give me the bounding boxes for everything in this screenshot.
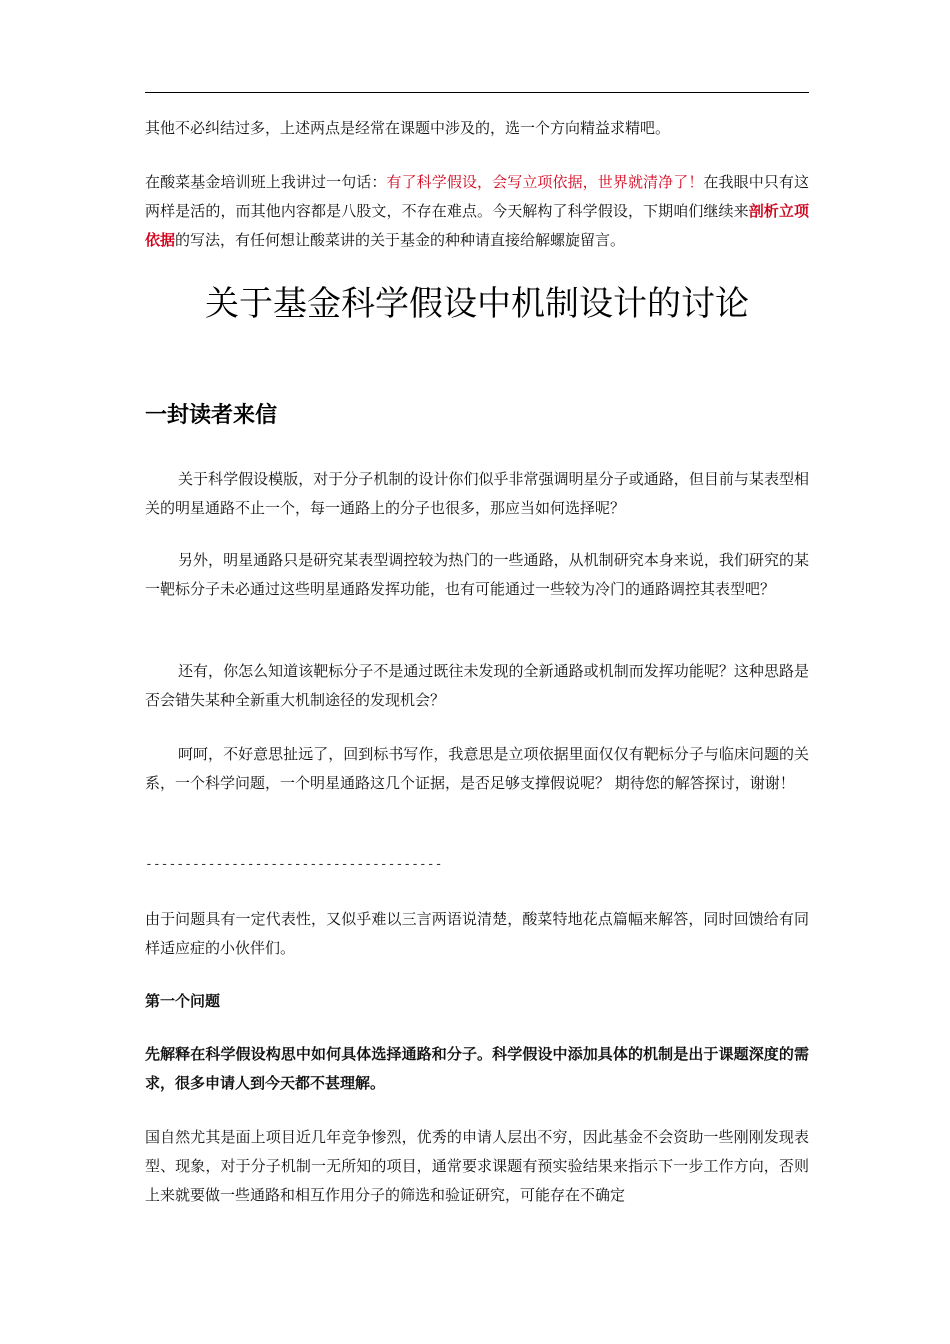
letter-paragraph-3: 还有，你怎么知道该靶标分子不是通过既往未发现的全新通路或机制而发挥功能呢？这种思路是否会错失某种全新重大机制途径的发现机会？ [145, 662, 809, 709]
answer-intro: 由于问题具有一定代表性，又似乎难以三言两语说清楚，酸菜特地花点篇幅来解答，同时回馈给有同样适应症的小伙伴们。 [145, 910, 809, 957]
question-1-summary: 先解释在科学假设构思中如何具体选择通路和分子。科学假设中添加具体的机制是出于课题深度的需求，很多申请人到今天都不甚理解。 [145, 1045, 809, 1092]
letter-paragraph-2: 另外，明星通路只是研究某表型调控较为热门的一些通路，从机制研究本身来说，我们研究的某一靶标分子未必通过这些明星通路发挥功能，也有可能通过一些较为冷门的通路调控其表型吧？ [145, 551, 809, 598]
article-title: 关于基金科学假设中机制设计的讨论 [205, 284, 749, 324]
next-topic-highlight: 剖析立项依据 [145, 202, 809, 249]
section-heading: 一封读者来信 [145, 403, 278, 428]
quote-highlight: 有了科学假设，会写立项依据，世界就清净了！ [386, 173, 704, 191]
letter-paragraph-1: 关于科学假设模版，对于分子机制的设计你们似乎非常强调明星分子或通路，但目前与某表型相关的明星通路不止一个，每一通路上的分子也很多，那应当如何选择呢？ [145, 470, 809, 517]
header-rule [145, 92, 809, 93]
separator-line: -------------------------------------- [145, 857, 443, 872]
intro-paragraph-1: 其他不必纠结过多，上述两点是经常在课题中涉及的，选一个方向精益求精吧。 [145, 119, 671, 137]
letter-paragraph-4: 呵呵，不好意思扯远了，回到标书写作，我意思是立项依据里面仅仅有靶标分子与临床问题的关系，一个科学问题，一个明星通路这几个证据，是否足够支撑假说呢？ 期待您的解答探讨，谢谢！ [145, 745, 809, 792]
intro-text-b: 在我眼中只有这两样是活的，而其他内容都是八股文，不存在难点。今天解构了科学假设，下期咱们继续来 [145, 173, 809, 220]
intro-text-a: 在酸菜基金培训班上我讲过一句话： [145, 173, 387, 191]
intro-text-c: 的写法，有任何想让酸菜讲的关于基金的种种请直接给解螺旋留言。 [175, 231, 626, 249]
question-1-label: 第一个问题 [145, 992, 221, 1010]
question-1-paragraph: 国自然尤其是面上项目近几年竞争惨烈，优秀的申请人层出不穷，因此基金不会资助一些刚刚发现表型、现象，对于分子机制一无所知的项目，通常要求课题有预实验结果来指示下一步工作方向，否则上来就要做一些通路和相互作用分子的筛选和验证研究，可能存在不确定 [145, 1128, 809, 1204]
intro-paragraph-2 [145, 168, 809, 255]
